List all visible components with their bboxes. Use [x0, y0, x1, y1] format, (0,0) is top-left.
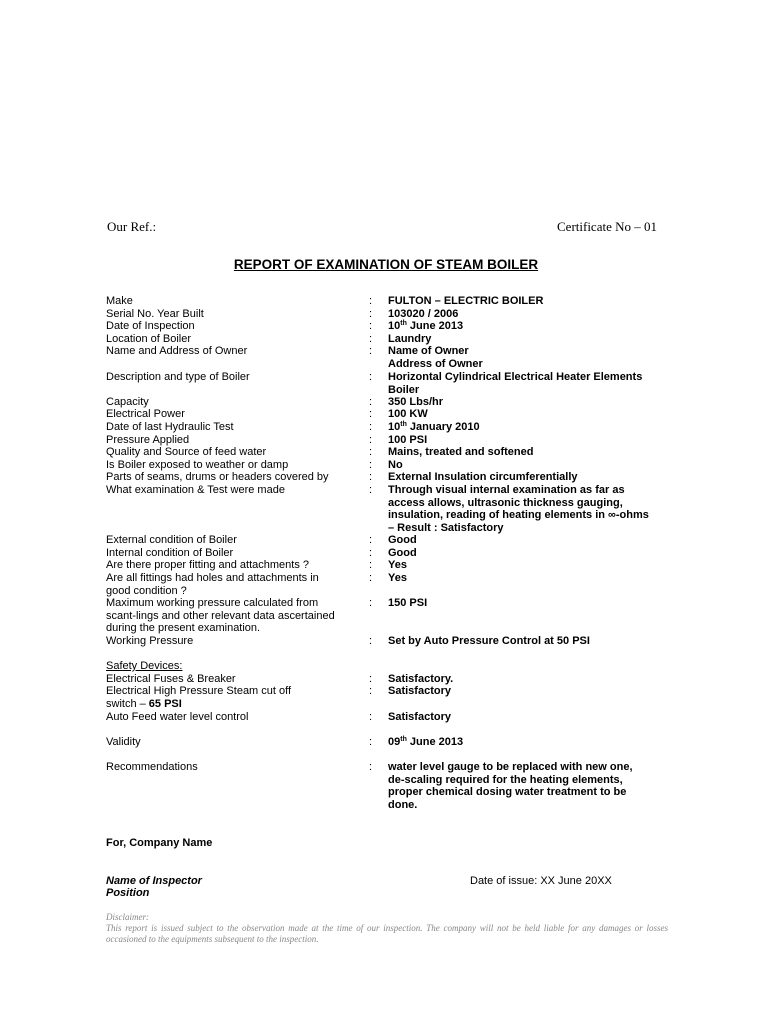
date-rest: June 2013	[406, 736, 464, 748]
text-line: Horizontal Cylindrical Electrical Heater Elements	[388, 371, 643, 383]
field-value	[388, 673, 668, 686]
date-of-issue: Date of issue: XX June 20XX	[470, 875, 612, 887]
text-line	[388, 421, 668, 434]
colon-separator: :	[369, 459, 373, 471]
field-label	[106, 345, 356, 358]
text-line: Location of Boiler	[106, 333, 191, 345]
field-label	[106, 446, 356, 459]
colon-separator: :	[369, 559, 373, 571]
colon-separator: :	[369, 597, 373, 609]
ordinal-suffix: th	[400, 736, 407, 743]
text-line: Address of Owner	[388, 357, 483, 370]
colon-separator: :	[369, 308, 373, 320]
report-title: REPORT OF EXAMINATION OF STEAM BOILER	[233, 257, 539, 272]
field-value	[388, 333, 668, 346]
our-ref-label: Our Ref.:	[107, 219, 157, 234]
text-line: What examination & Test were made	[106, 484, 285, 496]
text-line: Recommendations	[106, 761, 198, 773]
ordinal-suffix: th	[400, 320, 407, 327]
text-line: Mains, treated and softened	[388, 446, 534, 458]
date-day: 10	[388, 320, 401, 332]
field-label	[106, 484, 356, 497]
colon-separator: :	[369, 434, 373, 446]
field-value	[388, 597, 668, 610]
for-company: For, Company Name	[106, 837, 213, 849]
colon-separator: :	[369, 534, 373, 546]
text-line: Good	[388, 534, 417, 546]
colon-separator: :	[369, 711, 373, 723]
text-line: proper chemical dosing water treatment to be	[388, 786, 627, 799]
label-text: switch –	[106, 697, 149, 710]
text-line: good condition ?	[106, 584, 187, 597]
text-line: External Insulation circumferentially	[388, 471, 578, 483]
text-line: Set by Auto Pressure Control at 50 PSI	[388, 635, 590, 647]
field-label	[106, 685, 356, 710]
field-value	[388, 408, 668, 421]
text-line: Through visual internal examination as far as	[388, 484, 625, 496]
colon-separator: :	[369, 333, 373, 345]
text-line: 150 PSI	[388, 597, 428, 609]
date-rest: June 2013	[406, 320, 464, 332]
text-line: Yes	[388, 559, 407, 571]
text-line: water level gauge to be replaced with new one,	[388, 761, 633, 773]
text-line: Electrical High Pressure Steam cut off	[106, 685, 292, 697]
colon-separator: :	[369, 471, 373, 483]
field-value	[388, 295, 668, 308]
text-line: Parts of seams, drums or headers covered by	[106, 471, 329, 483]
text-line	[388, 320, 668, 333]
certificate-number: Certificate No – 01	[557, 219, 657, 234]
field-label	[106, 371, 356, 384]
field-label	[106, 711, 356, 724]
field-value	[388, 635, 668, 648]
text-line: 100 KW	[388, 408, 428, 420]
field-value	[388, 484, 668, 534]
text-line: Validity	[106, 736, 141, 748]
field-label	[106, 673, 356, 686]
field-label	[106, 559, 356, 572]
text-line: FULTON – ELECTRIC BOILER	[388, 295, 544, 307]
colon-separator: :	[369, 547, 373, 559]
text-line: Auto Feed water level control	[106, 711, 249, 723]
colon-separator: :	[369, 295, 373, 307]
field-label	[106, 547, 356, 560]
text-line: Working Pressure	[106, 635, 194, 647]
text-line: Serial No. Year Built	[106, 308, 204, 320]
colon-separator: :	[369, 685, 373, 697]
text-line: External condition of Boiler	[106, 534, 237, 546]
text-line: 350 Lbs/hr	[388, 396, 444, 408]
text-line: Capacity	[106, 396, 149, 408]
pressure-value: 65 PSI	[148, 697, 182, 710]
colon-separator: :	[369, 673, 373, 685]
text-line: Make	[106, 295, 133, 307]
text-line: during the present examination.	[106, 622, 261, 635]
text-line: de-scaling required for the heating elements,	[388, 773, 623, 786]
field-label	[106, 736, 356, 749]
colon-separator: :	[369, 421, 373, 433]
field-label	[106, 534, 356, 547]
colon-separator: :	[369, 320, 373, 332]
field-label	[106, 396, 356, 409]
text-line: Pressure Applied	[106, 434, 190, 446]
text-line: 100 PSI	[388, 434, 428, 446]
colon-separator: :	[369, 408, 373, 420]
field-value	[388, 736, 668, 749]
field-label	[106, 295, 356, 308]
field-label	[106, 320, 356, 333]
field-label	[106, 572, 356, 597]
text-line: 103020 / 2006	[388, 308, 459, 320]
text-line: Are all fittings had holes and attachments in	[106, 572, 319, 584]
text-line: Internal condition of Boiler	[106, 547, 234, 559]
field-label	[106, 660, 356, 673]
text-line: Name of Owner	[388, 345, 469, 357]
text-line: Laundry	[388, 333, 432, 345]
text-line: Are there proper fitting and attachments ?	[106, 559, 310, 571]
colon-separator: :	[369, 345, 373, 357]
inspector-position: Position	[106, 887, 150, 899]
text-line: Safety Devices:	[106, 660, 183, 672]
field-label	[106, 421, 356, 434]
colon-separator: :	[369, 761, 373, 773]
date-day: 09	[388, 736, 401, 748]
field-value	[388, 685, 668, 698]
field-label	[106, 408, 356, 421]
field-label	[106, 333, 356, 346]
text-line: access allows, ultrasonic thickness gauging,	[388, 496, 623, 509]
text-line: Quality and Source of feed water	[106, 446, 267, 458]
text-line: Satisfactory	[388, 711, 451, 723]
field-value	[388, 459, 668, 472]
text-line: Satisfactory.	[388, 673, 454, 685]
field-value	[388, 345, 668, 370]
text-line: Name and Address of Owner	[106, 345, 248, 357]
field-label	[106, 308, 356, 321]
field-label	[106, 761, 356, 774]
colon-separator: :	[369, 572, 373, 584]
field-value	[388, 547, 668, 560]
text-line	[388, 736, 668, 749]
text-line: No	[388, 459, 403, 471]
colon-separator: :	[369, 736, 373, 748]
field-value	[388, 471, 668, 484]
text-line	[106, 698, 356, 711]
field-value	[388, 572, 668, 585]
field-label	[106, 434, 356, 447]
field-value	[388, 320, 668, 333]
field-value	[388, 396, 668, 409]
field-value	[388, 434, 668, 447]
field-label	[106, 459, 356, 472]
text-line: Date of Inspection	[106, 320, 195, 332]
text-line: Date of last Hydraulic Test	[106, 421, 234, 433]
text-line: Is Boiler exposed to weather or damp	[106, 459, 289, 471]
field-value	[388, 761, 668, 811]
disclaimer-text: This report is issued subject to the observation made at the time of our inspection. The company will not be held liable for any damages or losses occasioned to the equipments subsequent to the inspection.	[106, 923, 668, 944]
field-value	[388, 711, 668, 724]
text-line: Electrical Fuses & Breaker	[106, 673, 236, 685]
text-line: Yes	[388, 572, 407, 584]
field-label	[106, 471, 356, 484]
field-label	[106, 597, 356, 635]
field-value	[388, 446, 668, 459]
text-line: – Result : Satisfactory	[388, 521, 504, 534]
field-value	[388, 559, 668, 572]
colon-separator: :	[369, 446, 373, 458]
text-line: Boiler	[388, 383, 420, 396]
date-day: 10	[388, 421, 401, 433]
colon-separator: :	[369, 484, 373, 496]
field-value	[388, 421, 668, 434]
date-rest: January 2010	[406, 421, 480, 433]
text-line: scant-lings and other relevant data ascertained	[106, 609, 335, 622]
text-line: Electrical Power	[106, 408, 185, 420]
text-line: Maximum working pressure calculated from	[106, 597, 319, 609]
text-line: insulation, reading of heating elements in ∞-ohms	[388, 509, 649, 522]
text-line: Good	[388, 547, 417, 559]
colon-separator: :	[369, 371, 373, 383]
text-line: Description and type of Boiler	[106, 371, 250, 383]
disclaimer-title: Disclaimer:	[106, 912, 149, 922]
text-line: done.	[388, 798, 418, 811]
field-label	[106, 635, 356, 648]
ordinal-suffix: th	[400, 421, 407, 428]
field-value	[388, 371, 668, 396]
field-value	[388, 534, 668, 547]
field-value	[388, 308, 668, 321]
text-line: Satisfactory	[388, 685, 451, 697]
colon-separator: :	[369, 635, 373, 647]
inspector-name: Name of Inspector	[106, 875, 202, 887]
colon-separator: :	[369, 396, 373, 408]
